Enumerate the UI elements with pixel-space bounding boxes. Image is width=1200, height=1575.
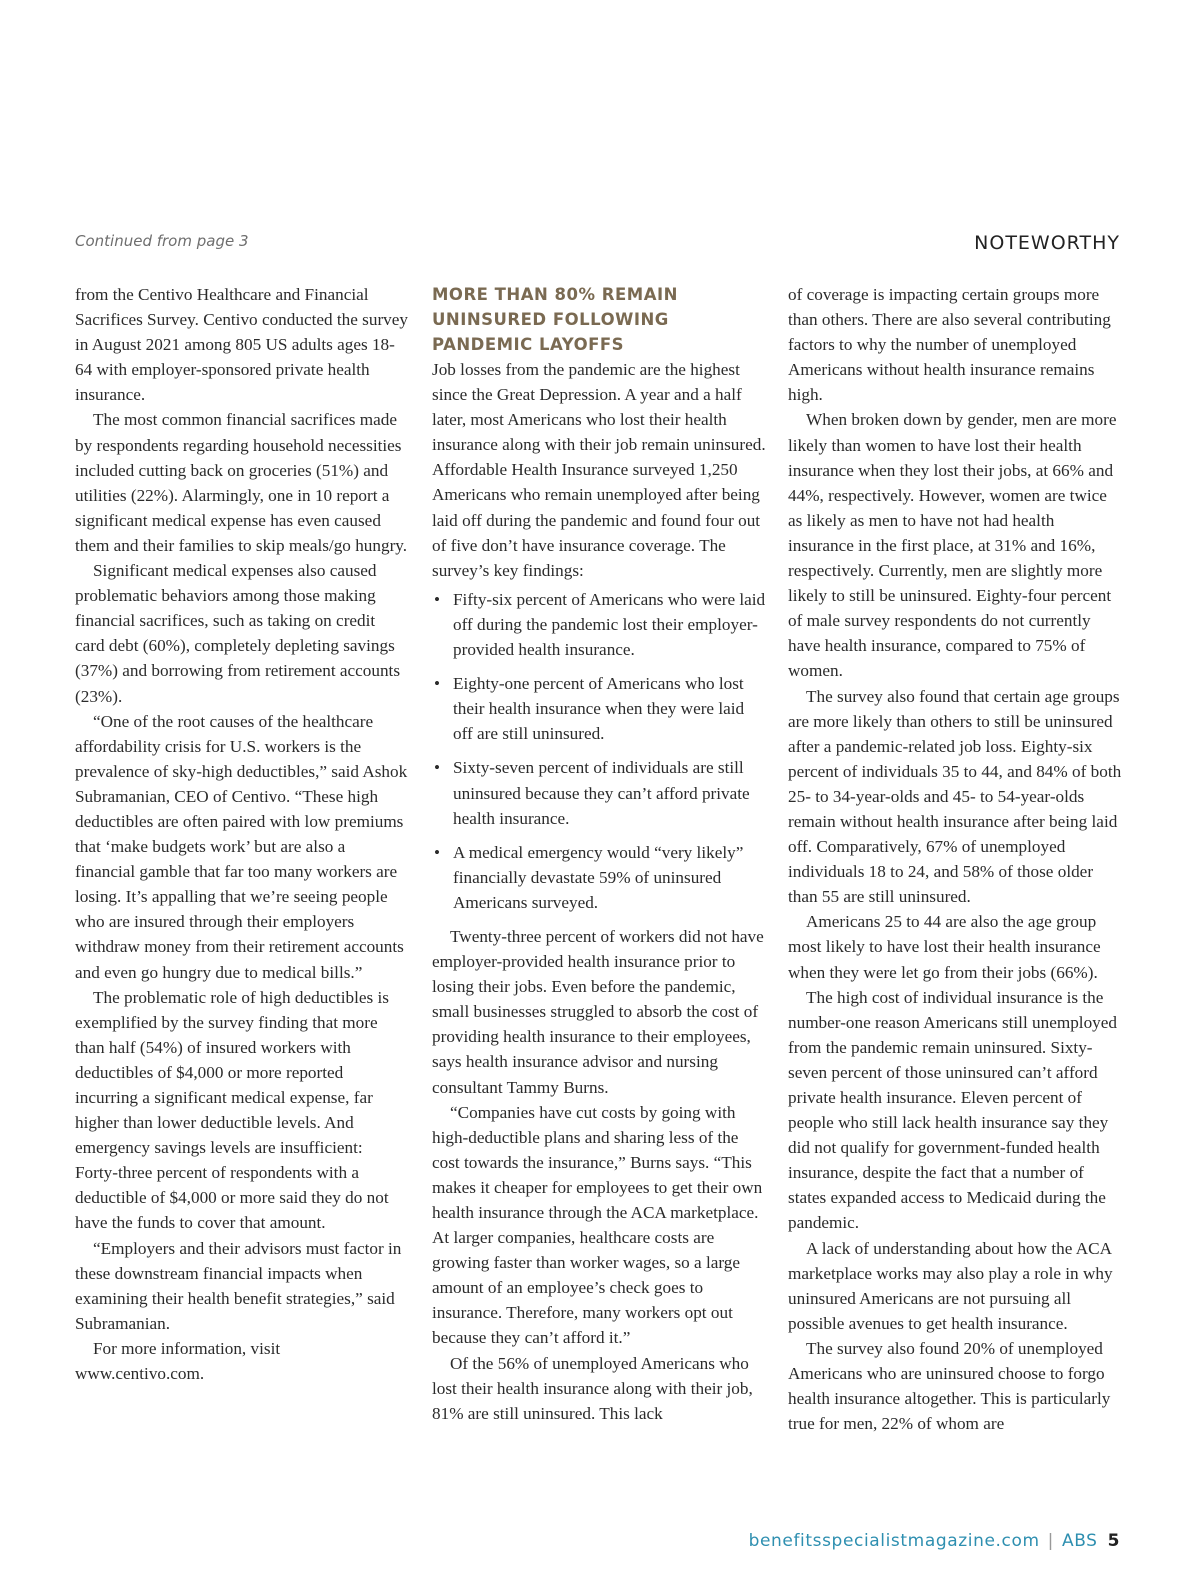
bullet-icon: • xyxy=(434,674,441,694)
paragraph: For more information, visit www.centivo.com. xyxy=(75,1338,281,1384)
bullet-icon: • xyxy=(434,589,441,609)
paragraph: The survey also found 20% of unemployed Americans who are uninsured choose to forgo health insurance altogether. This is particularly true for men, 22% of whom are xyxy=(788,1338,1111,1434)
paragraph: Of the 56% of unemployed Americans who lost their health insurance along with their job, 81% are still uninsured. This lack xyxy=(432,1353,753,1423)
page-footer xyxy=(749,1531,1120,1551)
publication-abbr: ABS xyxy=(1061,1531,1098,1551)
list-item xyxy=(432,840,766,915)
list-item-text: Fifty-six percent of Americans who were laid off during the pandemic lost their employer-provided health insurance. xyxy=(453,589,766,660)
paragraph: of coverage is impacting certain groups more than others. There are also several contributing factors to why the number of unemployed Americans without health insurance remains high. xyxy=(788,285,1111,405)
article-heading: MORE THAN 80% REMAIN UNINSURED FOLLOWING PANDEMIC LAYOFFS xyxy=(432,285,678,354)
page-number: 5 xyxy=(1107,1531,1120,1551)
paragraph: “Companies have cut costs by going with high-deductible plans and sharing less of the cost towards the insurance,” Burns says. “This makes it cheaper for employees to get their own health insurance through the ACA marketplace. At larger companies, healthcare costs are growing faster than worker wages, so a large amount of an employee’s check goes to insurance. Therefore, many workers opt out because they can’t afford it.” xyxy=(432,1102,763,1348)
continued-note: Continued from page 3 xyxy=(75,232,249,250)
paragraph: Americans 25 to 44 are also the age group most likely to have lost their health insurance when they were let go from their jobs (66%). xyxy=(788,912,1101,982)
list-item-text: Eighty-one percent of Americans who lost their health insurance when they were laid off are still uninsured. xyxy=(453,674,745,744)
key-findings-list xyxy=(432,587,766,915)
paragraph: The survey also found that certain age groups are more likely than others to still be uninsured after a pandemic-related job loss. Eighty-six percent of individuals 35 to 44, and 84% of both 25- to 34-year-olds and 45- to 54-year-olds remain without health insurance after being laid off. Comparatively, 67% of unemployed individuals 18 to 24, and 58% of those older than 55 are still uninsured. xyxy=(788,686,1122,907)
list-item xyxy=(432,587,766,662)
list-item-text: Sixty-seven percent of individuals are still uninsured because they can’t afford private health insurance. xyxy=(453,758,750,828)
list-item xyxy=(432,755,766,830)
footer-separator: | xyxy=(1047,1531,1054,1551)
paragraph: Twenty-three percent of workers did not have employer-provided health insurance prior to losing their jobs. Even before the pandemic, small businesses struggled to absorb the cost of providing health insurance to their employees, says health insurance advisor and nursing consultant Tammy Burns. xyxy=(432,926,764,1097)
section-label: NOTEWORTHY xyxy=(974,232,1120,254)
paragraph: Job losses from the pandemic are the highest since the Great Depression. A year and a half later, most Americans who lost their health insurance along with their job remain uninsured. Affordable Health Insurance surveyed 1,250 Americans who remain unemployed after being laid off during the pandemic and found four out of five don’t have insurance coverage. The survey’s key findings: xyxy=(432,360,766,580)
bullet-icon: • xyxy=(434,842,441,862)
column-2 xyxy=(432,282,766,1426)
paragraph: When broken down by gender, men are more likely than women to have lost their health insurance when they lost their jobs, at 66% and 44%, respectively. However, women are twice as likely as men to have not had health insurance in the first place, at 31% and 16%, respectively. Currently, men are slightly more likely to still be uninsured. Eighty-four percent of male survey respondents do not currently have health insurance, compared to 75% of women. xyxy=(788,410,1117,681)
paragraph: “Employers and their advisors must factor in these downstream financial impacts when examining their health benefit strategies,” said Subramanian. xyxy=(75,1238,402,1333)
paragraph: The problematic role of high deductibles is exemplified by the survey finding that more than half (54%) of insured workers with deductibles of $4,000 or more reported incurring a significant medical expense, far higher than lower deductible levels. And emergency savings levels are insufficient: Forty-three percent of respondents with a deductible of $4,000 or more said they do not have the funds to cover that amount. xyxy=(75,987,389,1233)
paragraph: from the Centivo Healthcare and Financial Sacrifices Survey. Centivo conducted the survey in August 2021 among 805 US adults ages 18-64 with employer-sponsored private health insurance. xyxy=(75,285,408,405)
paragraph: The most common financial sacrifices made by respondents regarding household necessities included cutting back on groceries (51%) and utilities (22%). Alarmingly, one in 10 report a significant medical expense has even caused them and their families to skip meals/go hungry. xyxy=(75,410,408,555)
list-item xyxy=(432,671,766,746)
bullet-icon: • xyxy=(434,758,441,778)
paragraph: Significant medical expenses also caused problematic behaviors among those making financial sacrifices, such as taking on credit card debt (60%), completely depleting savings (37%) and borrowing from retirement accounts (23%). xyxy=(75,561,401,706)
paragraph: “One of the root causes of the healthcare affordability crisis for U.S. workers is the prevalence of sky-high deductibles,” said Ashok Subramanian, CEO of Centivo. “These high deductibles are often paired with low premiums that ‘make budgets work’ but are also a financial gamble that far too many workers are losing. It’s appalling that we’re seeing people who are insured through their employers withdraw money from their retirement accounts and even go hungry due to medical bills.” xyxy=(75,711,408,982)
list-item-text: A medical emergency would “very likely” financially devastate 59% of uninsured Americans surveyed. xyxy=(453,842,744,912)
paragraph: A lack of understanding about how the ACA marketplace works may also play a role in why uninsured Americans are not pursuing all possible avenues to get health insurance. xyxy=(788,1238,1113,1333)
column-1 xyxy=(75,282,409,1386)
column-3 xyxy=(788,282,1122,1436)
paragraph: The high cost of individual insurance is the number-one reason Americans still unemployed from the pandemic remain uninsured. Sixty-seven percent of those uninsured can’t afford private health insurance. Eleven percent of people who still lack health insurance say they did not qualify for government-funded health insurance, despite the fact that a number of states expanded access to Medicaid during the pandemic. xyxy=(788,987,1117,1233)
website-link[interactable]: benefitsspecialistmagazine.com xyxy=(748,1531,1040,1551)
